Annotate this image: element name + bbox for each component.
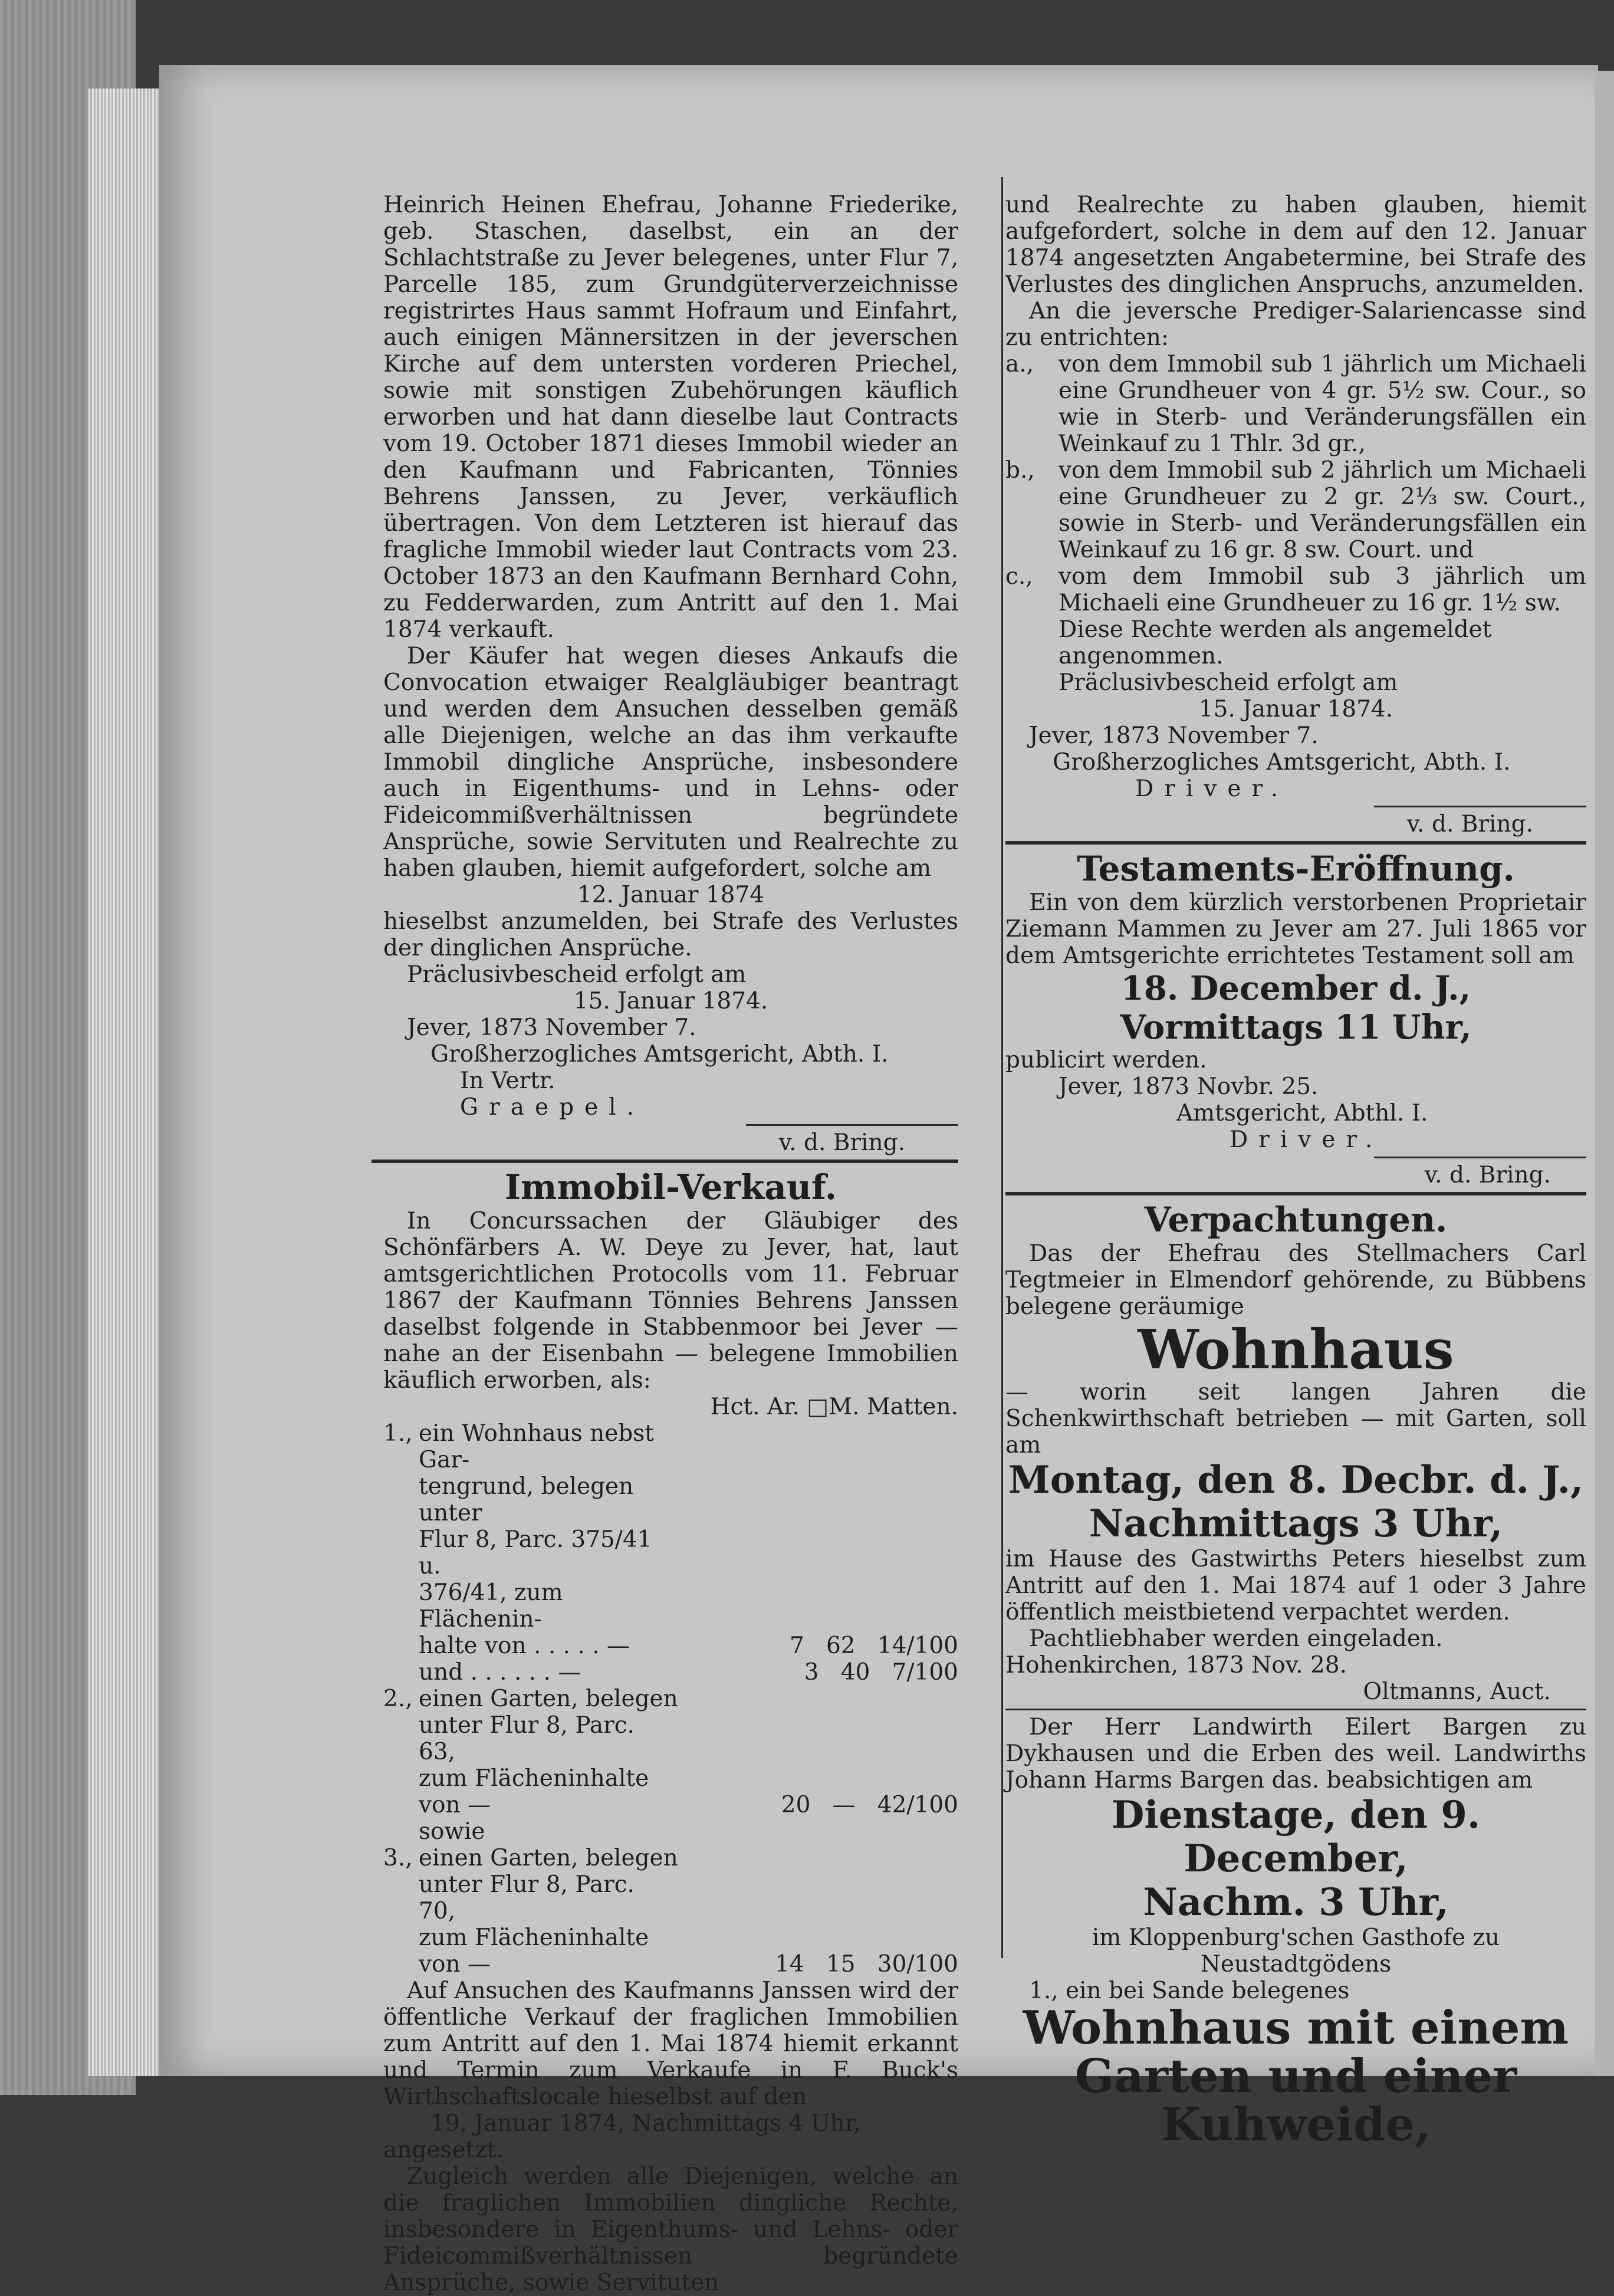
property-desc — [419, 1845, 678, 1978]
left-convocation-paragraph: Der Käufer hat wegen dieses Ankaufs die Convocation etwaiger Realgläubiger beantragt und werden dem Ansuchen desselben gemäß alle Diejenigen, welche an das ihm verkaufte Immobil dingliche Ansprüche, insbesondere auch in Eigenthums- und in Lehns- oder Fideicommißverhältnissen begründete Ansprüche, sowie Servituten und Realrechte zu haben glauben, hiemit aufgefordert, solche am — [383, 643, 958, 882]
right-signature-rule — [1374, 806, 1586, 807]
property-list — [383, 1420, 958, 1978]
testament-signature-rule — [1374, 1157, 1586, 1158]
property-row — [383, 1845, 958, 1978]
sale-item: 1., ein bei Sande belegenes — [1029, 1978, 1350, 2004]
pacht-desc: — worin seit langen Jahren die Schenkwirthschaft betrieben — mit Garten, soll am — [1005, 1379, 1586, 1459]
left-signer: Graepel. — [460, 1094, 645, 1121]
property-desc-line: tengrund, belegen unter — [419, 1473, 634, 1526]
property-num: 1., — [383, 1420, 413, 1447]
property-num: 2., — [383, 1686, 413, 1712]
pacht-time: Nachmittags 3 Uhr, — [1089, 1502, 1503, 1546]
sale-date: Dienstage, den 9. December, — [1111, 1793, 1481, 1881]
property-desc-line: unter Flur 8, Parc. 70, — [419, 1871, 635, 1924]
pacht-invite: Pachtliebhaber werden eingeladen. — [1029, 1625, 1443, 1652]
table-header: Hct. Ar. □M. Matten. — [710, 1394, 958, 1420]
property-desc-line: zum Flächeninhalte von — — [419, 1765, 649, 1818]
property-desc — [419, 1659, 678, 1686]
right-clerk: v. d. Bring. — [1406, 811, 1533, 837]
pacht-title: Verpachtungen. — [1144, 1200, 1448, 1240]
right-place-date: Jever, 1873 November 7. — [1029, 722, 1319, 749]
property-desc-line: 376/41, zum Flächenin- — [419, 1579, 563, 1633]
next-page-edge — [1595, 71, 1614, 2076]
pacht-object: Wohnhaus — [1138, 1318, 1454, 1381]
property-desc — [419, 1818, 678, 1845]
left-date2: 15. Januar 1874. — [573, 988, 768, 1014]
testament-section-rule — [1005, 1192, 1586, 1195]
sale-intro: Der Herr Landwirth Eilert Bargen zu Dykhausen und die Erben des weil. Landwirths Johann Harms Bargen das. beabsichtigen am — [1005, 1714, 1586, 1794]
property-desc-line: halte von . . . . . — — [419, 1633, 630, 1659]
column-divider — [1001, 177, 1003, 1958]
immobil-verkauf-tail: Zugleich werden alle Diejenigen, welche an die fraglichen Immobilien dingliche Rechte, insbesondere in Eigenthums- und Lehns- oder Fideicommißverhältnissen begründete Ansprüche, sowie Servituten — [383, 2163, 958, 2296]
testament-title: Testaments-Eröffnung. — [1077, 849, 1515, 889]
property-desc-line: ein Wohnhaus nebst Gar- — [419, 1420, 654, 1473]
pacht-body: im Hause des Gastwirths Peters hieselbst zum Antritt auf den 1. Mai 1874 auf 1 oder 3 Jahre öffentlich meistbietend verpachtet werden. — [1005, 1546, 1586, 1625]
testament-pub: publicirt werden. — [1005, 1047, 1207, 1073]
right-entry-text: vom dem Immobil sub 3 jährlich um Michaeli eine Grundheuer zu 16 gr. 1½ sw. — [1059, 563, 1586, 616]
property-values — [678, 1818, 958, 1845]
immobil-verkauf-title: Immobil-Verkauf. — [504, 1167, 837, 1207]
property-desc-line: zum Flächeninhalte von — — [419, 1924, 649, 1978]
left-in-vertr: In Vertr. — [460, 1067, 555, 1094]
sale-place: im Kloppenburg'schen Gasthofe zu Neustadtgödens — [1092, 1924, 1500, 1978]
left-after-date1: hieselbst anzumelden, bei Strafe des Verlustes der dinglichen Ansprüche. — [383, 908, 958, 961]
pacht-intro: Das der Ehefrau des Stellmachers Carl Tegtmeier in Elmendorf gehörende, zu Bübbens belegene geräumige — [1005, 1240, 1586, 1320]
property-num — [383, 1659, 419, 1686]
property-values: 3 40 7/100 — [804, 1659, 958, 1686]
property-values: 14 15 30/100 — [775, 1951, 958, 1978]
testament-clerk: v. d. Bring. — [1424, 1162, 1551, 1188]
right-entry — [1005, 563, 1586, 616]
right-entry — [1005, 351, 1586, 457]
property-row — [383, 1659, 958, 1686]
left-court: Großherzogliches Amtsgericht, Abth. I. — [430, 1041, 889, 1067]
property-desc — [419, 1686, 678, 1818]
pacht-section-rule — [1005, 1709, 1586, 1710]
right-accepted: Diese Rechte werden als angemeldet angenommen. — [1059, 616, 1492, 669]
property-row — [383, 1686, 958, 1818]
property-desc-line: Flur 8, Parc. 375/41 u. — [419, 1526, 652, 1579]
immobil-verkauf-date: 19. Januar 1874, Nachmittags 4 Uhr, — [430, 2110, 861, 2137]
testament-time: Vormittags 11 Uhr, — [1120, 1008, 1472, 1047]
immobil-verkauf-body: Auf Ansuchen des Kaufmanns Janssen wird der öffentliche Verkauf der fraglichen Immobilien zum Antritt auf den 1. Mai 1874 hiemit erkannt und Termin zum Verkaufe in F. Buck's Wirthschaftslocale hieselbst auf den — [383, 1978, 958, 2110]
property-desc-line: einen Garten, belegen — [419, 1845, 678, 1871]
property-values: 7 62 14/100 — [789, 1633, 958, 1659]
pacht-place: Hohenkirchen, 1873 Nov. 28. — [1005, 1652, 1347, 1679]
left-section-rule — [372, 1160, 958, 1163]
right-entry — [1005, 457, 1586, 563]
right-entry-text: von dem Immobil sub 2 jährlich um Michaeli eine Grundheuer zu 2 gr. 2⅓ sw. Court., sowie in Sterb- und Veränderungsfällen ein Weinkauf zu 16 gr. 8 sw. Court. und — [1059, 457, 1586, 563]
left-place-date: Jever, 1873 November 7. — [407, 1014, 696, 1041]
property-desc-line: sowie — [419, 1818, 485, 1845]
property-desc-line: einen Garten, belegen — [419, 1686, 678, 1712]
left-intro-paragraph: Heinrich Heinen Ehefrau, Johanne Friederike, geb. Staschen, daselbst, ein an der Schlachtstraße zu Jever belegenes, unter Flur 7, Parcelle 185, zum Grundgüterverzeichnisse registrirtes Haus sammt Hofraum und Einfahrt, auch einigen Männersitzen in der jeverschen Kirche auf dem untersten vorderen Priechel, sowie mit sonstigen Zubehörungen käuflich erworben und hat dann dieselbe laut Contracts vom 19. October 1871 dieses Immobil wieder an den Kaufmann und Fabricanten, Tönnies Behrens Janssen, zu Jever, verkäuflich übertragen. Von dem Letzteren ist hierauf das fragliche Immobil wieder laut Contracts vom 23. October 1873 an den Kaufmann Bernhard Cohn, zu Fedderwarden, zum Antritt auf den 1. Mai 1874 verkauft. — [383, 192, 958, 643]
property-values: 20 — 42/100 — [781, 1792, 958, 1818]
property-desc-line: und . . . . . . — — [419, 1659, 581, 1686]
left-praeclusiv: Präclusivbescheid erfolgt am — [407, 961, 747, 988]
right-entry-label: b., — [1005, 457, 1035, 484]
sale-big: Wohnhaus mit einem Garten und einer Kuhweide, — [1023, 2001, 1569, 2152]
right-salary-line: An die jeversche Prediger-Salariencasse sind zu entrichten: — [1005, 298, 1586, 351]
right-entry-label: a., — [1005, 351, 1034, 377]
immobil-verkauf-intro: In Concurssachen der Gläubiger des Schönfärbers A. W. Deye zu Jever, hat, laut amtsgerichtlichen Protocolls vom 11. Februar 1867 der Kaufmann Tönnies Behrens Janssen daselbst folgende in Stabbenmoor bei Jever — nahe an der Eisenbahn — belegene Immobilien käuflich erworben, als: — [383, 1208, 958, 1394]
page-edges — [88, 88, 162, 2076]
left-signature-rule — [746, 1124, 958, 1126]
testament-body: Ein von dem kürzlich verstorbenen Proprietair Ziemann Mammen zu Jever am 27. Juli 1865 vor dem Amtsgerichte errichtetes Testament soll am — [1005, 889, 1586, 969]
testament-date: 18. December d. J., — [1120, 969, 1471, 1008]
testament-court: Amtsgericht, Abthl. I. — [1176, 1100, 1428, 1126]
property-desc-line: unter Flur 8, Parc. 63, — [419, 1712, 635, 1765]
left-date1: 12. Januar 1874 — [577, 882, 765, 908]
testament-signer: Driver. — [1230, 1126, 1383, 1153]
immobil-verkauf-angesetzt: angesetzt. — [383, 2137, 504, 2163]
property-row — [383, 1420, 958, 1659]
right-column — [1005, 192, 1586, 2152]
right-section-rule — [1005, 841, 1586, 845]
testament-place: Jever, 1873 Novbr. 25. — [1059, 1073, 1319, 1100]
property-desc — [419, 1420, 678, 1659]
left-clerk: v. d. Bring. — [778, 1129, 905, 1156]
right-signer: Driver. — [1135, 776, 1289, 802]
right-entry-label: c., — [1005, 563, 1033, 590]
pacht-date: Montag, den 8. Decbr. d. J., — [1008, 1458, 1584, 1502]
right-entry-text: von dem Immobil sub 1 jährlich um Michaeli eine Grundheuer von 4 gr. 5½ sw. Cour., so wie in Sterb- und Veränderungsfällen ein Weinkauf zu 1 Thlr. 3d gr., — [1059, 351, 1586, 457]
right-intro: und Realrechte zu haben glauben, hiemit aufgefordert, solche in dem auf den 12. Januar 1874 angesetzten Angabetermine, bei Strafe des Verlustes des dinglichen Anspruchs, anzumelden. — [1005, 192, 1586, 298]
left-column — [383, 192, 958, 2296]
property-num — [383, 1818, 419, 1845]
property-row — [383, 1818, 958, 1845]
right-date: 15. Januar 1874. — [1198, 696, 1393, 722]
right-praeclusiv: Präclusivbescheid erfolgt am — [1059, 669, 1398, 696]
sale-time: Nachm. 3 Uhr, — [1143, 1880, 1449, 1924]
property-num: 3., — [383, 1845, 413, 1871]
right-court: Großherzogliches Amtsgericht, Abth. I. — [1053, 749, 1511, 776]
pacht-signer: Oltmanns, Auct. — [1363, 1679, 1551, 1705]
